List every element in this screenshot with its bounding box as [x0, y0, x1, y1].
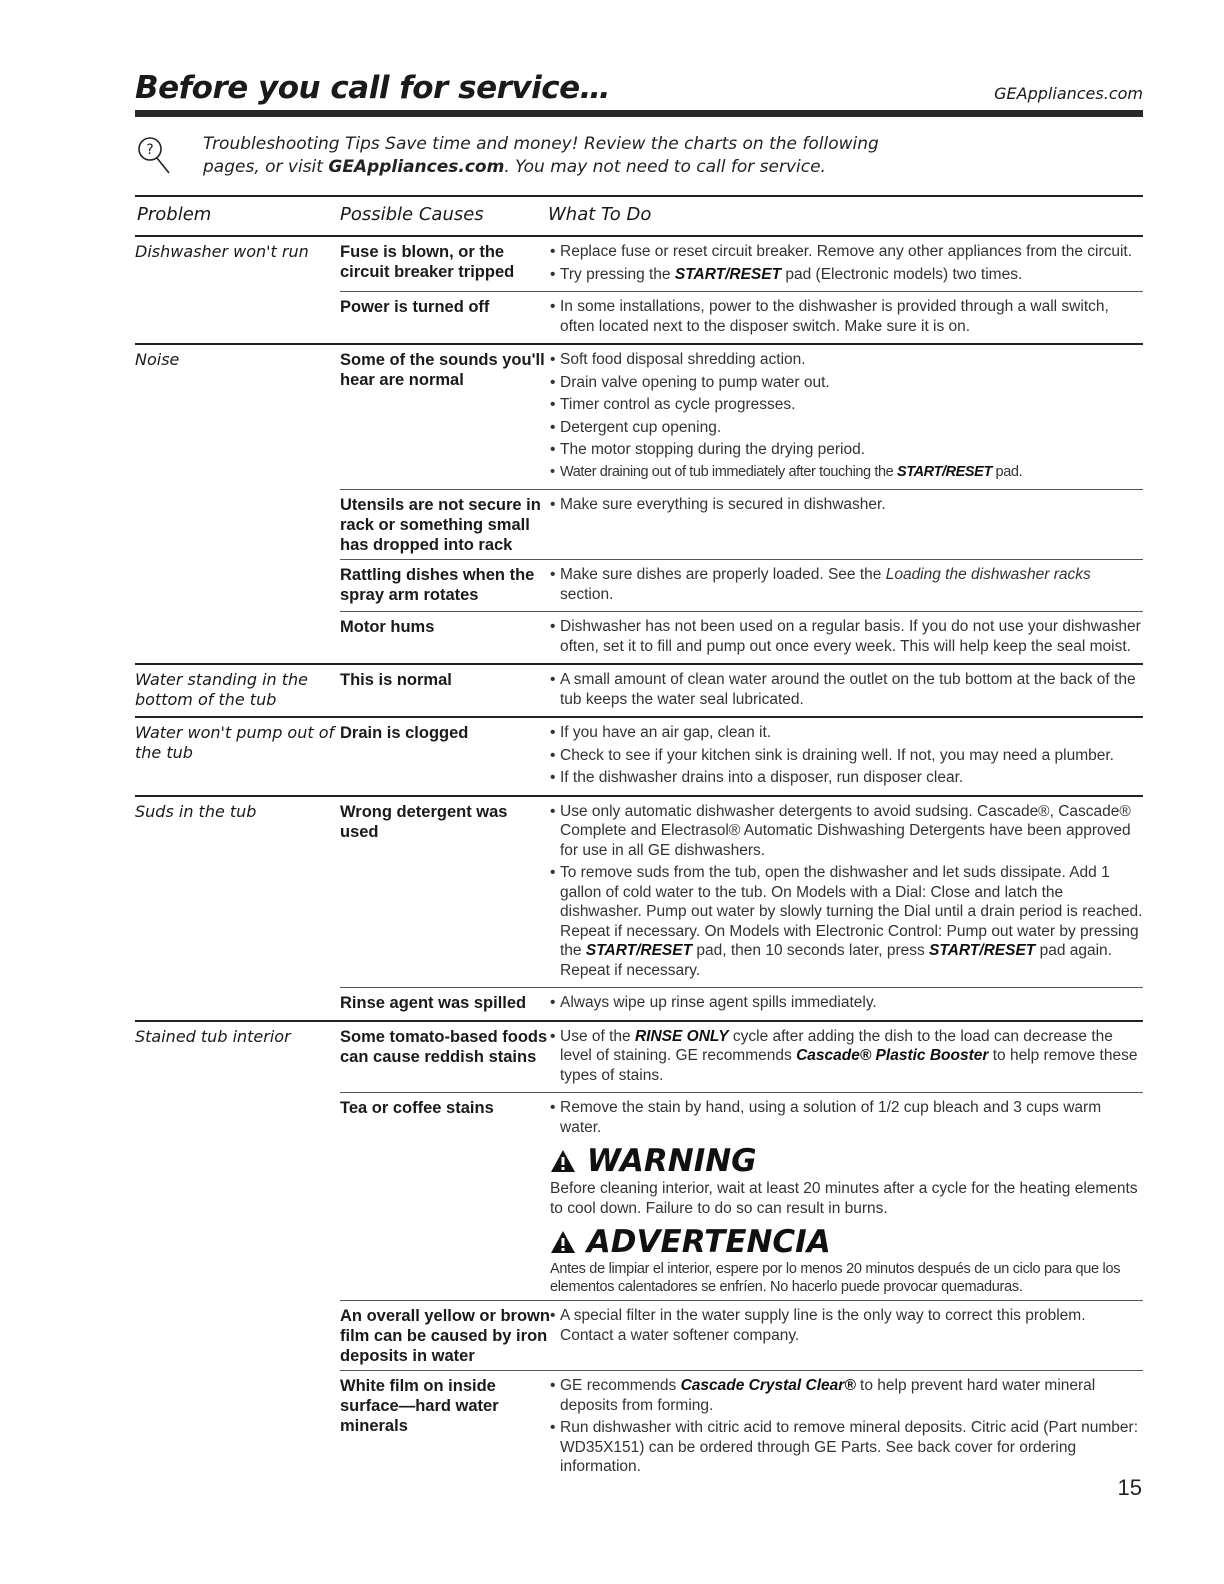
todo-emphasis: RINSE ONLY	[634, 1027, 729, 1045]
warning-triangle-icon	[550, 1149, 576, 1173]
todo-item: • Always wipe up rinse agent spills immediately.	[550, 993, 1143, 1013]
cause-label: Fuse is blown, or the circuit breaker tripped	[340, 243, 515, 281]
todo-text: To remove suds from the tub, open the dishwasher and let suds dissipate. Add 1 gallon of cold water to the tub. On Models with a Dial: Close and latch the dishwasher. Pump out water by slowly turning the Dial until a drain period is reached. Repeat if necessary. On Models with Electronic Control: Pump out water by pressing the	[560, 864, 1143, 959]
table-header	[135, 195, 1143, 237]
todo-item: • Use only automatic dishwasher detergents to avoid sudsing. Cascade®, Cascade® Complete and Electrasol® Automatic Dishwashing Detergents have been approved for use in all GE dishwashers.	[550, 802, 1143, 861]
problem-label: Noise	[135, 350, 180, 369]
todo-text: cycle after adding the dish to the load can decrease the level of staining. GE recommends	[560, 1027, 1113, 1064]
todo-cell	[550, 993, 1143, 1016]
cause-label: Power is turned off	[340, 298, 490, 316]
intro-line-2	[203, 156, 879, 179]
todo-text: pad (Electronic models) two times.	[781, 265, 1023, 283]
column-header-causes: Possible Causes	[340, 204, 484, 225]
todo-item: • Timer control as cycle progresses.	[550, 395, 1143, 415]
todo-cell	[550, 297, 1143, 339]
intro-link[interactable]: GEAppliances.com	[328, 157, 505, 177]
todo-cell	[550, 723, 1143, 791]
cause-label: This is normal	[340, 671, 452, 689]
cause-row	[340, 1370, 1143, 1484]
advertencia-text: Antes de limpiar el interior, espere por lo menos 20 minutos después de un ciclo para que los elementos calentadores se enfríen. No hacerlo puede provocar quemaduras.	[550, 1261, 1121, 1295]
todo-cell	[550, 670, 1143, 712]
todo-text: to help prevent hard water mineral deposits from forming.	[560, 1377, 1096, 1414]
warning-title: WARNING	[586, 1143, 757, 1179]
problem-group-stained	[135, 1022, 1143, 1484]
advertencia-title: ADVERTENCIA	[586, 1224, 831, 1260]
todo-text: GE recommends	[560, 1377, 681, 1394]
todo-emphasis: Cascade Crystal Clear®	[680, 1377, 856, 1394]
intro-line-1: Troubleshooting Tips Save time and money! Review the charts on the following	[203, 134, 879, 154]
magnifier-question-icon	[135, 135, 175, 175]
todo-item: • Detergent cup opening.	[550, 418, 1143, 438]
todo-item: • Check to see if your kitchen sink is draining well. If not, you may need a plumber.	[550, 746, 1143, 766]
todo-item: • Replace fuse or reset circuit breaker. Remove any other appliances from the circuit.	[550, 242, 1143, 262]
cause-label: Drain is clogged	[340, 724, 469, 742]
cause-label: Some tomato-based foods can cause reddish stains	[340, 1027, 548, 1066]
problem-group-suds	[135, 797, 1143, 1022]
cause-row	[340, 987, 1143, 1020]
advertencia-heading	[550, 1224, 1143, 1260]
warning-heading	[550, 1143, 1143, 1179]
todo-text: Make sure dishes are properly loaded. See the	[560, 566, 886, 583]
cause-row	[340, 559, 1143, 611]
cause-label: Some of the sounds you'll hear are normal	[340, 351, 545, 389]
causes-list	[340, 718, 1143, 795]
column-header-todo: What To Do	[548, 204, 652, 225]
todo-cell	[550, 565, 1143, 607]
todo-item: • If you have an air gap, clean it.	[550, 723, 1143, 743]
warning-triangle-icon	[550, 1230, 576, 1254]
todo-cell	[550, 242, 1143, 287]
todo-item: • Run dishwasher with citric acid to remove mineral deposits. Citric acid (Part number: WD35X151) can be ordered through GE Parts. See back cover for ordering information.	[550, 1418, 1143, 1477]
cause-label: Tea or coffee stains	[340, 1099, 494, 1117]
cause-row	[340, 1022, 1143, 1093]
cause-label: Utensils are not secure in rack or something small has dropped into rack	[340, 496, 541, 554]
todo-cell	[550, 1376, 1143, 1480]
todo-text: pad, then 10 seconds later, press	[692, 942, 930, 959]
todo-emphasis: START/RESET	[896, 463, 992, 480]
todo-item	[550, 265, 1143, 285]
problem-label: Water standing in the bottom of the tub	[135, 670, 308, 709]
todo-item	[550, 565, 1143, 604]
problem-label: Suds in the tub	[135, 801, 257, 821]
todo-item: • A small amount of clean water around the outlet on the tub bottom at the back of the tub keeps the water seal lubricated.	[550, 670, 1143, 709]
cause-row	[340, 345, 1143, 489]
causes-list	[340, 797, 1143, 1020]
intro-text-b: . You may not need to call for service.	[504, 157, 826, 177]
cause-row	[340, 1300, 1143, 1370]
todo-cell	[550, 495, 1143, 555]
intro-text	[203, 133, 879, 179]
todo-item	[550, 463, 1143, 483]
troubleshooting-intro	[135, 133, 1143, 185]
todo-cell	[550, 1306, 1143, 1366]
cause-row	[340, 237, 1143, 291]
todo-text: Try pressing the	[560, 265, 675, 283]
todo-cell	[550, 1027, 1143, 1089]
problem-label: Dishwasher won't run	[135, 242, 309, 261]
cause-row	[340, 1092, 1143, 1300]
causes-list	[340, 237, 1143, 343]
todo-item: • In some installations, power to the dishwasher is provided through a wall switch, often located next to the disposer switch. Make sure it is on.	[550, 297, 1143, 336]
problem-group-wont-run	[135, 237, 1143, 345]
problem-group-water-standing	[135, 665, 1143, 718]
todo-text: pad again. Repeat if necessary.	[560, 942, 1112, 979]
todo-emphasis: Cascade® Plastic Booster	[796, 1047, 989, 1064]
page	[135, 62, 1143, 1484]
todo-item: • Drain valve opening to pump water out.	[550, 373, 1143, 393]
todo-item	[550, 863, 1143, 980]
cause-label: Wrong detergent was used	[340, 802, 508, 841]
cause-row	[340, 718, 1143, 795]
todo-text: section.	[560, 585, 614, 603]
todo-cell	[550, 350, 1143, 485]
page-title: Before you call for service…	[135, 70, 611, 106]
page-header	[135, 62, 1143, 117]
cause-label: Motor hums	[340, 618, 435, 636]
todo-item	[550, 1376, 1143, 1415]
problem-group-wont-pump	[135, 718, 1143, 797]
cause-row	[340, 797, 1143, 988]
problem-label: Stained tub interior	[135, 1026, 291, 1046]
todo-item: • A special filter in the water supply line is the only way to correct this problem. Contact a water softener company.	[550, 1306, 1143, 1345]
todo-item: • Soft food disposal shredding action.	[550, 350, 1143, 370]
problem-group-noise	[135, 345, 1143, 665]
cause-label: Rinse agent was spilled	[340, 994, 527, 1012]
todo-item: • If the dishwasher drains into a disposer, run disposer clear.	[550, 768, 1143, 788]
todo-item: • Remove the stain by hand, using a solution of 1/2 cup bleach and 3 cups warm water.	[550, 1098, 1143, 1137]
todo-item: • Dishwasher has not been used on a regular basis. If you do not use your dishwasher often, set it to fill and pump out once every week. This will help keep the seal moist.	[550, 617, 1143, 656]
causes-list	[340, 1022, 1143, 1484]
todo-emphasis: START/RESET	[929, 942, 1036, 959]
svg-text:?: ?	[146, 142, 154, 158]
todo-cell	[550, 617, 1143, 659]
column-header-problem: Problem	[137, 204, 212, 225]
todo-item: • The motor stopping during the drying period.	[550, 440, 1143, 460]
warning-text: Before cleaning interior, wait at least 20 minutes after a cycle for the heating elements to cool down. Failure to do so can result in burns.	[550, 1180, 1138, 1217]
cause-row	[340, 611, 1143, 663]
page-number: 15	[1117, 1475, 1142, 1500]
causes-list	[340, 665, 1143, 716]
cause-row	[340, 489, 1143, 559]
causes-list	[340, 345, 1143, 663]
website-link[interactable]: GEAppliances.com	[994, 84, 1143, 103]
intro-text-a: pages, or visit	[203, 157, 329, 177]
cause-label: White film on inside surface—hard water minerals	[340, 1377, 499, 1435]
todo-text: Water draining out of tub immediately after touching the	[560, 463, 897, 480]
todo-text: Use of the	[560, 1027, 635, 1045]
problem-label: Water won't pump out of the tub	[135, 723, 335, 762]
todo-cell	[550, 1098, 1143, 1296]
todo-emphasis: START/RESET	[585, 942, 693, 959]
todo-item	[550, 1027, 1143, 1086]
cause-label: An overall yellow or brown film can be caused by iron deposits in water	[340, 1307, 550, 1365]
todo-cell	[550, 802, 1143, 984]
todo-text: pad.	[991, 463, 1023, 480]
cause-row	[340, 665, 1143, 716]
todo-text: to help remove these types of stains.	[560, 1047, 1138, 1084]
todo-emphasis: START/RESET	[674, 265, 782, 283]
cause-row	[340, 291, 1143, 343]
todo-reference: Loading the dishwasher racks	[885, 566, 1091, 583]
cause-label: Rattling dishes when the spray arm rotates	[340, 566, 535, 604]
todo-item: • Make sure everything is secured in dishwasher.	[550, 495, 1143, 515]
